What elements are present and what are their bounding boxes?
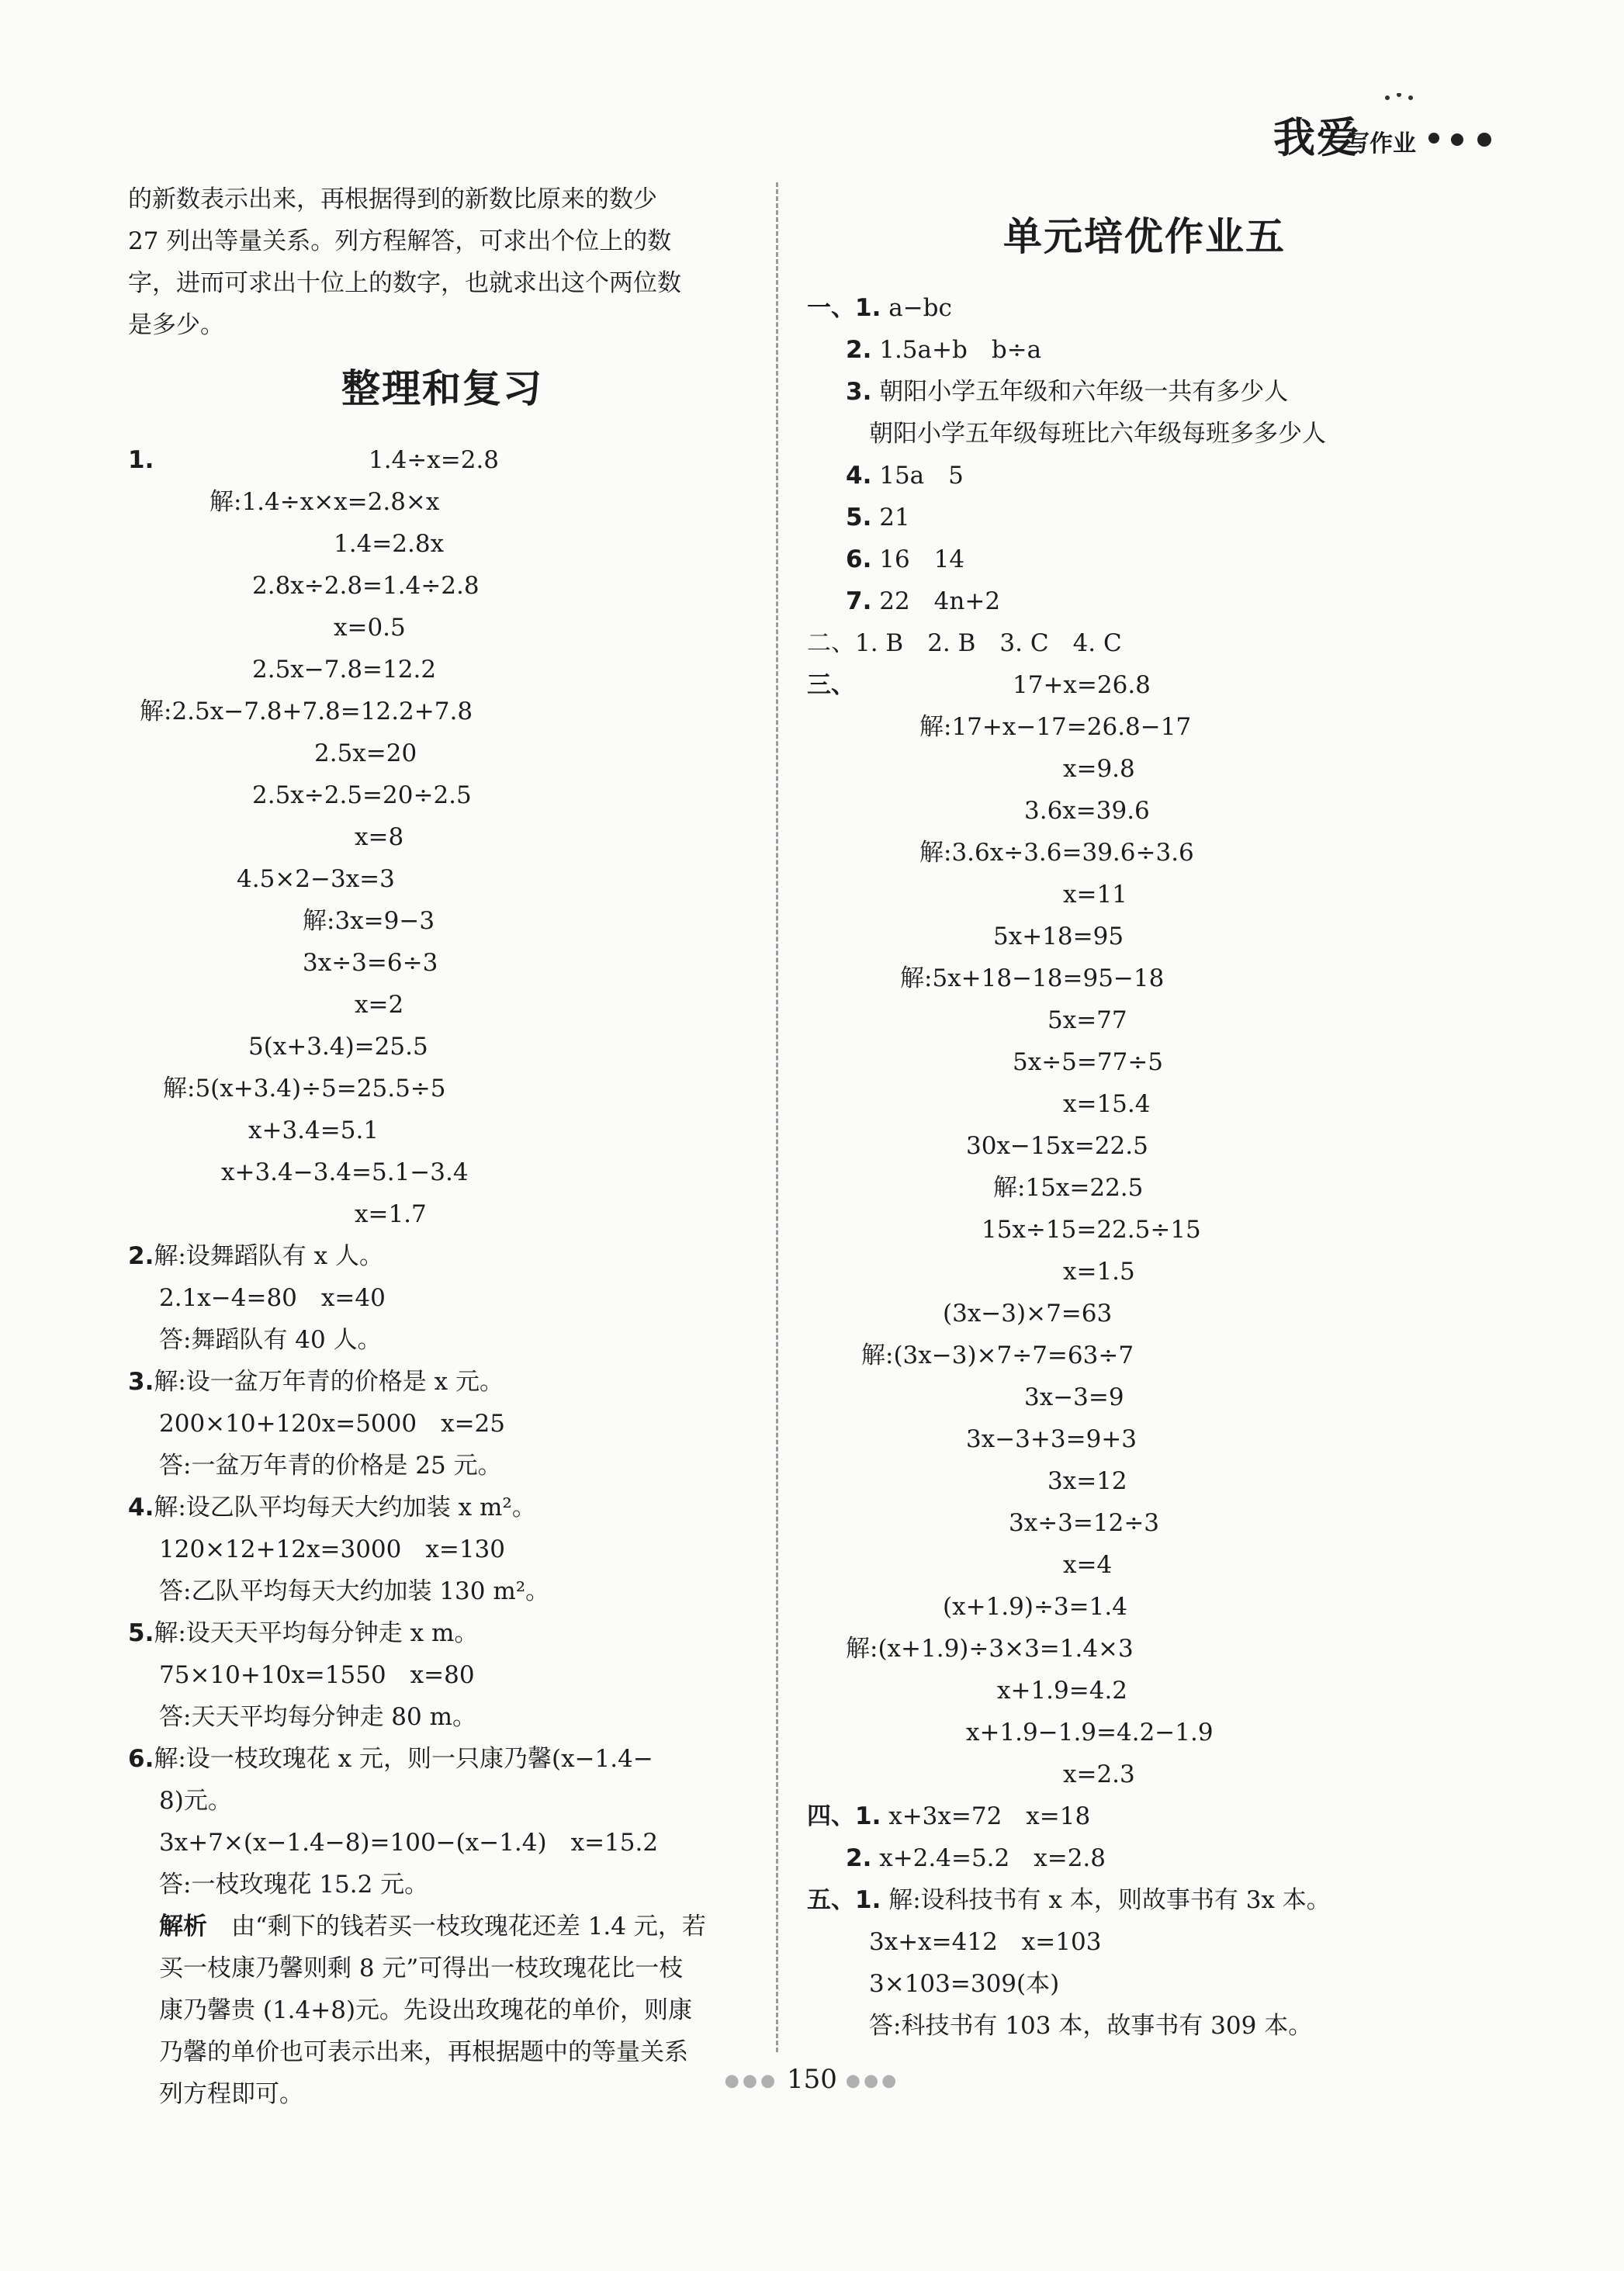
equation-line: 5x÷5=77÷5	[1013, 1048, 1164, 1076]
text-line: 字，进而可求出十位上的数字，也就求出这个两位数	[128, 269, 681, 297]
equation-line: 30x−15x=22.5	[966, 1132, 1148, 1160]
question-number: 5.	[128, 1619, 154, 1647]
equation-line: 解:2.5x−7.8+7.8=12.2+7.8	[140, 698, 473, 725]
answer-text: 16 14	[879, 545, 965, 573]
text-line: 8)元。	[159, 1787, 232, 1815]
part5-block	[807, 1879, 1482, 2047]
question-number: 四、1.	[807, 1802, 881, 1830]
analysis-label: 解析	[159, 1913, 207, 1940]
equation-line: 15x÷15=22.5÷15	[982, 1216, 1201, 1244]
equation-line: x=2.3	[1063, 1760, 1135, 1788]
equation-line: x+1.9=4.2	[997, 1677, 1128, 1705]
equation-line: 5(x+3.4)=25.5	[248, 1033, 428, 1061]
brand-main-text: 我爱	[1273, 113, 1360, 162]
footer-dots-right: ●●●	[845, 2071, 900, 2091]
question-number: 1.	[128, 446, 154, 474]
equation-line: x+3.4=5.1	[248, 1116, 379, 1144]
equation-line: (x+1.9)÷3=1.4	[943, 1593, 1127, 1621]
equation-line: 解:5(x+3.4)÷5=25.5÷5	[163, 1075, 446, 1103]
text-line: 列方程即可。	[159, 2080, 303, 2108]
part3-block	[807, 664, 1482, 1795]
equation-line: 3.6x=39.6	[1024, 797, 1150, 825]
equation-line: 解:15x=22.5	[993, 1174, 1144, 1202]
equation-line: 1.4=2.8x	[334, 530, 445, 558]
equation-line: 200×10+120x=5000 x=25	[159, 1410, 505, 1438]
equation-line: 解:5x+18−18=95−18	[900, 964, 1165, 992]
text-line: 解:设乙队平均每天大约加装 x m²。	[154, 1494, 536, 1522]
equation-line: 2.5x÷2.5=20÷2.5	[252, 781, 472, 809]
equation-line: 17+x=26.8	[1013, 671, 1151, 699]
part2-answers: 二、1. B 2. B 3. C 4. C	[807, 629, 1122, 657]
text-line: 解:设科技书有 x 本，则故事书有 3x 本。	[888, 1886, 1331, 1914]
answer-line: 答:乙队平均每天大约加装 130 m²。	[159, 1577, 550, 1605]
equation-line: 2.5x−7.8=12.2	[252, 656, 437, 684]
equation-line: 3x÷3=6÷3	[303, 949, 438, 977]
equation-line: x=4	[1063, 1551, 1113, 1579]
question-number: 4.	[128, 1494, 154, 1522]
answer-line: 答:一枝玫瑰花 15.2 元。	[159, 1871, 429, 1899]
q1-block	[128, 439, 757, 1235]
q3-block	[128, 1361, 757, 1487]
equation-line: x+3.4−3.4=5.1−3.4	[221, 1158, 469, 1186]
answer-text: 朝阳小学五年级和六年级一共有多少人	[879, 378, 1289, 406]
equation-line: x+1.9−1.9=4.2−1.9	[966, 1719, 1214, 1747]
answer-line: 答:舞蹈队有 40 人。	[159, 1326, 382, 1354]
equation-line: 解:(x+1.9)÷3×3=1.4×3	[846, 1635, 1134, 1663]
q6-block	[128, 1738, 757, 1906]
equation-line: 3x÷3=12÷3	[1009, 1509, 1160, 1537]
equation-line: 3x−3=9	[1024, 1383, 1124, 1411]
text-line: 解:设舞蹈队有 x 人。	[154, 1242, 383, 1270]
equation-line: 4.5×2−3x=3	[237, 865, 395, 893]
answer-text: a−bc	[888, 294, 952, 322]
equation-line: x=15.4	[1063, 1090, 1151, 1118]
page-footer	[0, 2064, 1624, 2095]
equation-line: 75×10+10x=1550 x=80	[159, 1661, 475, 1689]
equation-line: x=2	[355, 991, 404, 1019]
equation-line: x=0.5	[334, 614, 406, 642]
question-number: 5.	[846, 504, 872, 531]
question-number: 3.	[846, 378, 872, 406]
equation-line: 解:3x=9−3	[303, 907, 435, 935]
q2-block	[128, 1235, 757, 1361]
equation-line: x=1.5	[1063, 1258, 1135, 1286]
equation-line: 解:17+x−17=26.8−17	[919, 713, 1192, 741]
column-divider	[776, 182, 778, 2052]
equation-line: 解:(3x−3)×7÷7=63÷7	[861, 1341, 1134, 1369]
answer-text: 朝阳小学五年级每班比六年级每班多多少人	[869, 420, 1326, 448]
text-line: 解:设一枝玫瑰花 x 元，则一只康乃馨(x−1.4−	[154, 1745, 653, 1773]
text-line: 是多少。	[128, 311, 224, 339]
section-title-unit5: 单元培优作业五	[1003, 214, 1286, 259]
question-number: 2.	[128, 1242, 154, 1270]
text-line: 27 列出等量关系。列方程解答，可求出个位上的数	[128, 227, 672, 255]
section-title-review: 整理和复习	[341, 366, 543, 411]
page-number: 150	[787, 2064, 837, 2095]
text-line: 由“剩下的钱若买一枝玫瑰花还差 1.4 元，若	[231, 1913, 706, 1940]
equation-line: 3x+7×(x−1.4−8)=100−(x−1.4) x=15.2	[159, 1829, 659, 1857]
answer-line: 答:天天平均每分钟走 80 m。	[159, 1703, 476, 1731]
question-number: 三、	[807, 671, 855, 699]
question-number: 6.	[846, 545, 872, 573]
question-number: 7.	[846, 587, 872, 615]
equation-line: 3x−3+3=9+3	[966, 1425, 1137, 1453]
question-number: 2.	[846, 336, 872, 364]
brand-sub-text: 写作业	[1346, 130, 1416, 158]
equation-line: x=9.8	[1063, 755, 1135, 783]
equation-line: 120×12+12x=3000 x=130	[159, 1535, 505, 1563]
equation-line: 解:1.4÷x×x=2.8×x	[209, 488, 440, 516]
question-number: 五、1.	[807, 1886, 881, 1914]
footer-dots-left: ●●●	[724, 2071, 779, 2091]
equation-line: 2.8x÷2.8=1.4÷2.8	[252, 572, 480, 600]
equation-line: 1.4÷x=2.8	[369, 446, 500, 474]
equation-line: 5x+18=95	[993, 923, 1124, 950]
equation-line: x=1.7	[355, 1200, 427, 1228]
q5-block	[128, 1612, 757, 1738]
question-number: 3.	[128, 1368, 154, 1396]
equation-line: (3x−3)×7=63	[943, 1300, 1113, 1328]
answer-text: 21	[879, 504, 910, 531]
equation-line: 解:3.6x÷3.6=39.6÷3.6	[919, 839, 1194, 867]
intro-paragraph	[128, 178, 757, 346]
answer-text: 22 4n+2	[879, 587, 1001, 615]
answer-text: 15a 5	[879, 462, 964, 490]
equation-line: x+2.4=5.2 x=2.8	[879, 1844, 1106, 1872]
question-number: 一、1.	[807, 294, 881, 322]
answer-text: 1.5a+b b÷a	[879, 336, 1042, 364]
equation-line: 3×103=309(本)	[869, 1970, 1060, 1998]
equation-line: 5x=77	[1047, 1006, 1127, 1034]
equation-line: x=11	[1063, 881, 1127, 909]
answer-line: 答:一盆万年青的价格是 25 元。	[159, 1452, 502, 1480]
part1-block	[807, 287, 1482, 622]
text-line: 解:设天天平均每分钟走 x m。	[154, 1619, 479, 1647]
equation-line: x+3x=72 x=18	[888, 1802, 1091, 1830]
equation-line: x=8	[355, 823, 404, 851]
equation-line: 3x+x=412 x=103	[869, 1928, 1102, 1956]
equation-line: 2.1x−4=80 x=40	[159, 1284, 386, 1312]
left-column	[128, 178, 757, 2115]
question-number: 2.	[846, 1844, 872, 1872]
brand-logo	[1182, 93, 1508, 163]
question-number: 6.	[128, 1745, 154, 1773]
text-line: 乃馨的单价也可表示出来，再根据题中的等量关系	[159, 2038, 688, 2066]
part4-block	[807, 1795, 1482, 1879]
text-line: 解:设一盆万年青的价格是 x 元。	[154, 1368, 504, 1396]
right-column	[807, 178, 1482, 2047]
text-line: 的新数表示出来，再根据得到的新数比原来的数少	[128, 185, 657, 213]
q4-block	[128, 1487, 757, 1612]
answer-line: 答:科技书有 103 本，故事书有 309 本。	[869, 2012, 1313, 2040]
question-number: 4.	[846, 462, 872, 490]
text-line: 康乃馨贵 (1.4+8)元。先设出玫瑰花的单价，则康	[159, 1996, 693, 2024]
equation-line: 3x=12	[1047, 1467, 1127, 1495]
text-line: 买一枝康乃馨则剩 8 元”可得出一枝玫瑰花比一枝	[159, 1954, 684, 1982]
equation-line: 2.5x=20	[314, 739, 417, 767]
